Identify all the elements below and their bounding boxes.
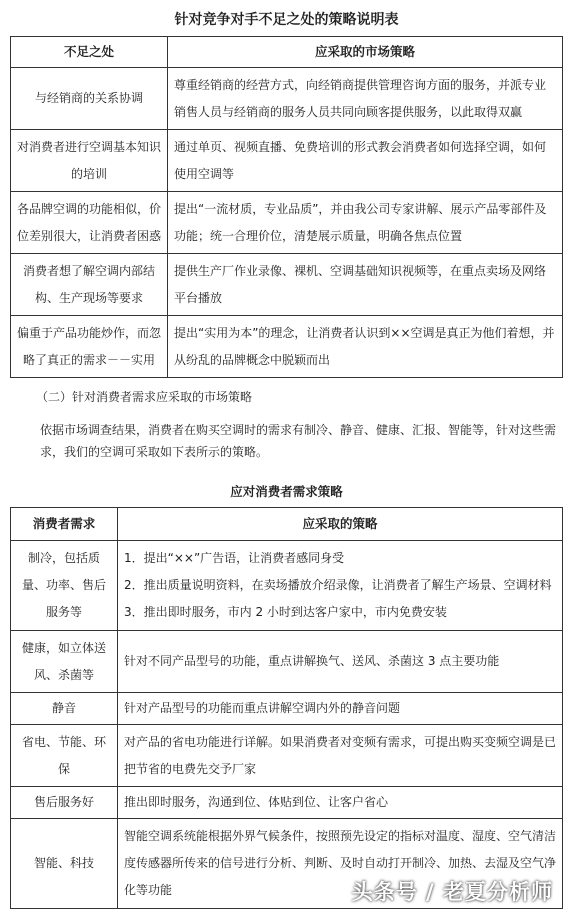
table1-header-strategy: 应采取的市场策略 xyxy=(168,37,563,68)
table-row xyxy=(11,192,563,254)
strategy-cell: 针对不同产品型号的功能，重点讲解换气、送风、杀菌这 3 点主要功能 xyxy=(118,631,563,693)
table-row xyxy=(11,725,563,787)
table-row xyxy=(11,254,563,316)
table-row xyxy=(11,693,563,725)
consumer-needs-table xyxy=(10,507,563,909)
strategy-cell: 通过单页、视频直播、免费培训的形式教会消费者如何选择空调，如何使用空调等 xyxy=(168,130,563,192)
table-row xyxy=(11,316,563,378)
weakness-cell: 与经销商的关系协调 xyxy=(11,68,168,130)
section-heading: （二）针对消费者需求应采取的市场策略 xyxy=(36,390,253,404)
need-cell: 健康，如立体送风、杀菌等 xyxy=(11,631,118,693)
table-row xyxy=(11,130,563,192)
table1-header-weakness: 不足之处 xyxy=(11,37,168,68)
strategy-cell: 智能空调系统能根据外界气候条件，按照预先设定的指标对温度、湿度、空气清洁度传感器所传来的信号进行分析、判断、及时自动打开制冷、加热、去湿及空气净化等功能 xyxy=(118,819,563,909)
strategy-cell xyxy=(118,541,563,631)
weakness-cell: 各品牌空调的功能相似，价位差别很大，让消费者困惑 xyxy=(11,192,168,254)
strategy-line: 1．提出“××”广告语，让消费者感同身受 xyxy=(124,551,345,565)
table-row xyxy=(11,631,563,693)
table-row xyxy=(11,541,563,631)
section-paragraph: 依据市场调查结果，消费者在购买空调时的需求有制冷、静音、健康、汇报、智能等，针对这些需求，我们的空调可采取如下表所示的策略。 xyxy=(40,423,557,459)
table-row xyxy=(11,68,563,130)
weakness-cell: 对消费者进行空调基本知识的培训 xyxy=(11,130,168,192)
table2-header-strategy: 应采取的策略 xyxy=(118,508,563,541)
weakness-cell: 消费者想了解空调内部结构、生产现场等要求 xyxy=(11,254,168,316)
strategy-cell: 对产品的省电功能进行详解。如果消费者对变频有需求，可提出购买变频空调是已把节省的电费先交予厂家 xyxy=(118,725,563,787)
competitor-strategy-table xyxy=(10,4,563,378)
table-row xyxy=(11,787,563,819)
need-cell: 智能、科技 xyxy=(11,819,118,909)
strategy-cell: 推出即时服务，沟通到位、体贴到位、让客户省心 xyxy=(118,787,563,819)
strategy-cell: 提供生产厂作业录像、裸机、空调基础知识视频等，在重点卖场及网络平台播放 xyxy=(168,254,563,316)
strategy-line: 2．推出质量说明资料，在卖场播放介绍录像，让消费者了解生产场景、空调材料 xyxy=(124,578,552,592)
table2-title: 应对消费者需求策略 xyxy=(230,484,343,499)
need-cell: 省电、节能、环保 xyxy=(11,725,118,787)
strategy-cell: 提出“实用为本”的理念，让消费者认识到××空调是真正为他们着想，并从纷乱的品牌概念中脱颖而出 xyxy=(168,316,563,378)
need-cell: 静音 xyxy=(11,693,118,725)
need-cell: 制冷，包括质量、功率、售后服务等 xyxy=(11,541,118,631)
strategy-cell: 提出“一流材质，专业品质”，并由我公司专家讲解、展示产品零部件及功能；统一合理价位，清楚展示质量，明确各焦点位置 xyxy=(168,192,563,254)
strategy-cell: 针对产品型号的功能而重点讲解空调内外的静音问题 xyxy=(118,693,563,725)
strategy-cell: 尊重经销商的经营方式，向经销商提供管理咨询方面的服务，并派专业销售人员与经销商的服务人员共同向顾客提供服务，以此取得双赢 xyxy=(168,68,563,130)
weakness-cell: 偏重于产品功能炒作，而忽略了真正的需求－－实用 xyxy=(11,316,168,378)
table1-title: 针对竞争对手不足之处的策略说明表 xyxy=(11,4,563,37)
watermark: 头条号 / 老夏分析师 xyxy=(351,880,553,904)
need-cell: 售后服务好 xyxy=(11,787,118,819)
strategy-line: 3．推出即时服务，市内 2 小时到达客户家中，市内免费安装 xyxy=(124,605,447,619)
table2-header-need: 消费者需求 xyxy=(11,508,118,541)
